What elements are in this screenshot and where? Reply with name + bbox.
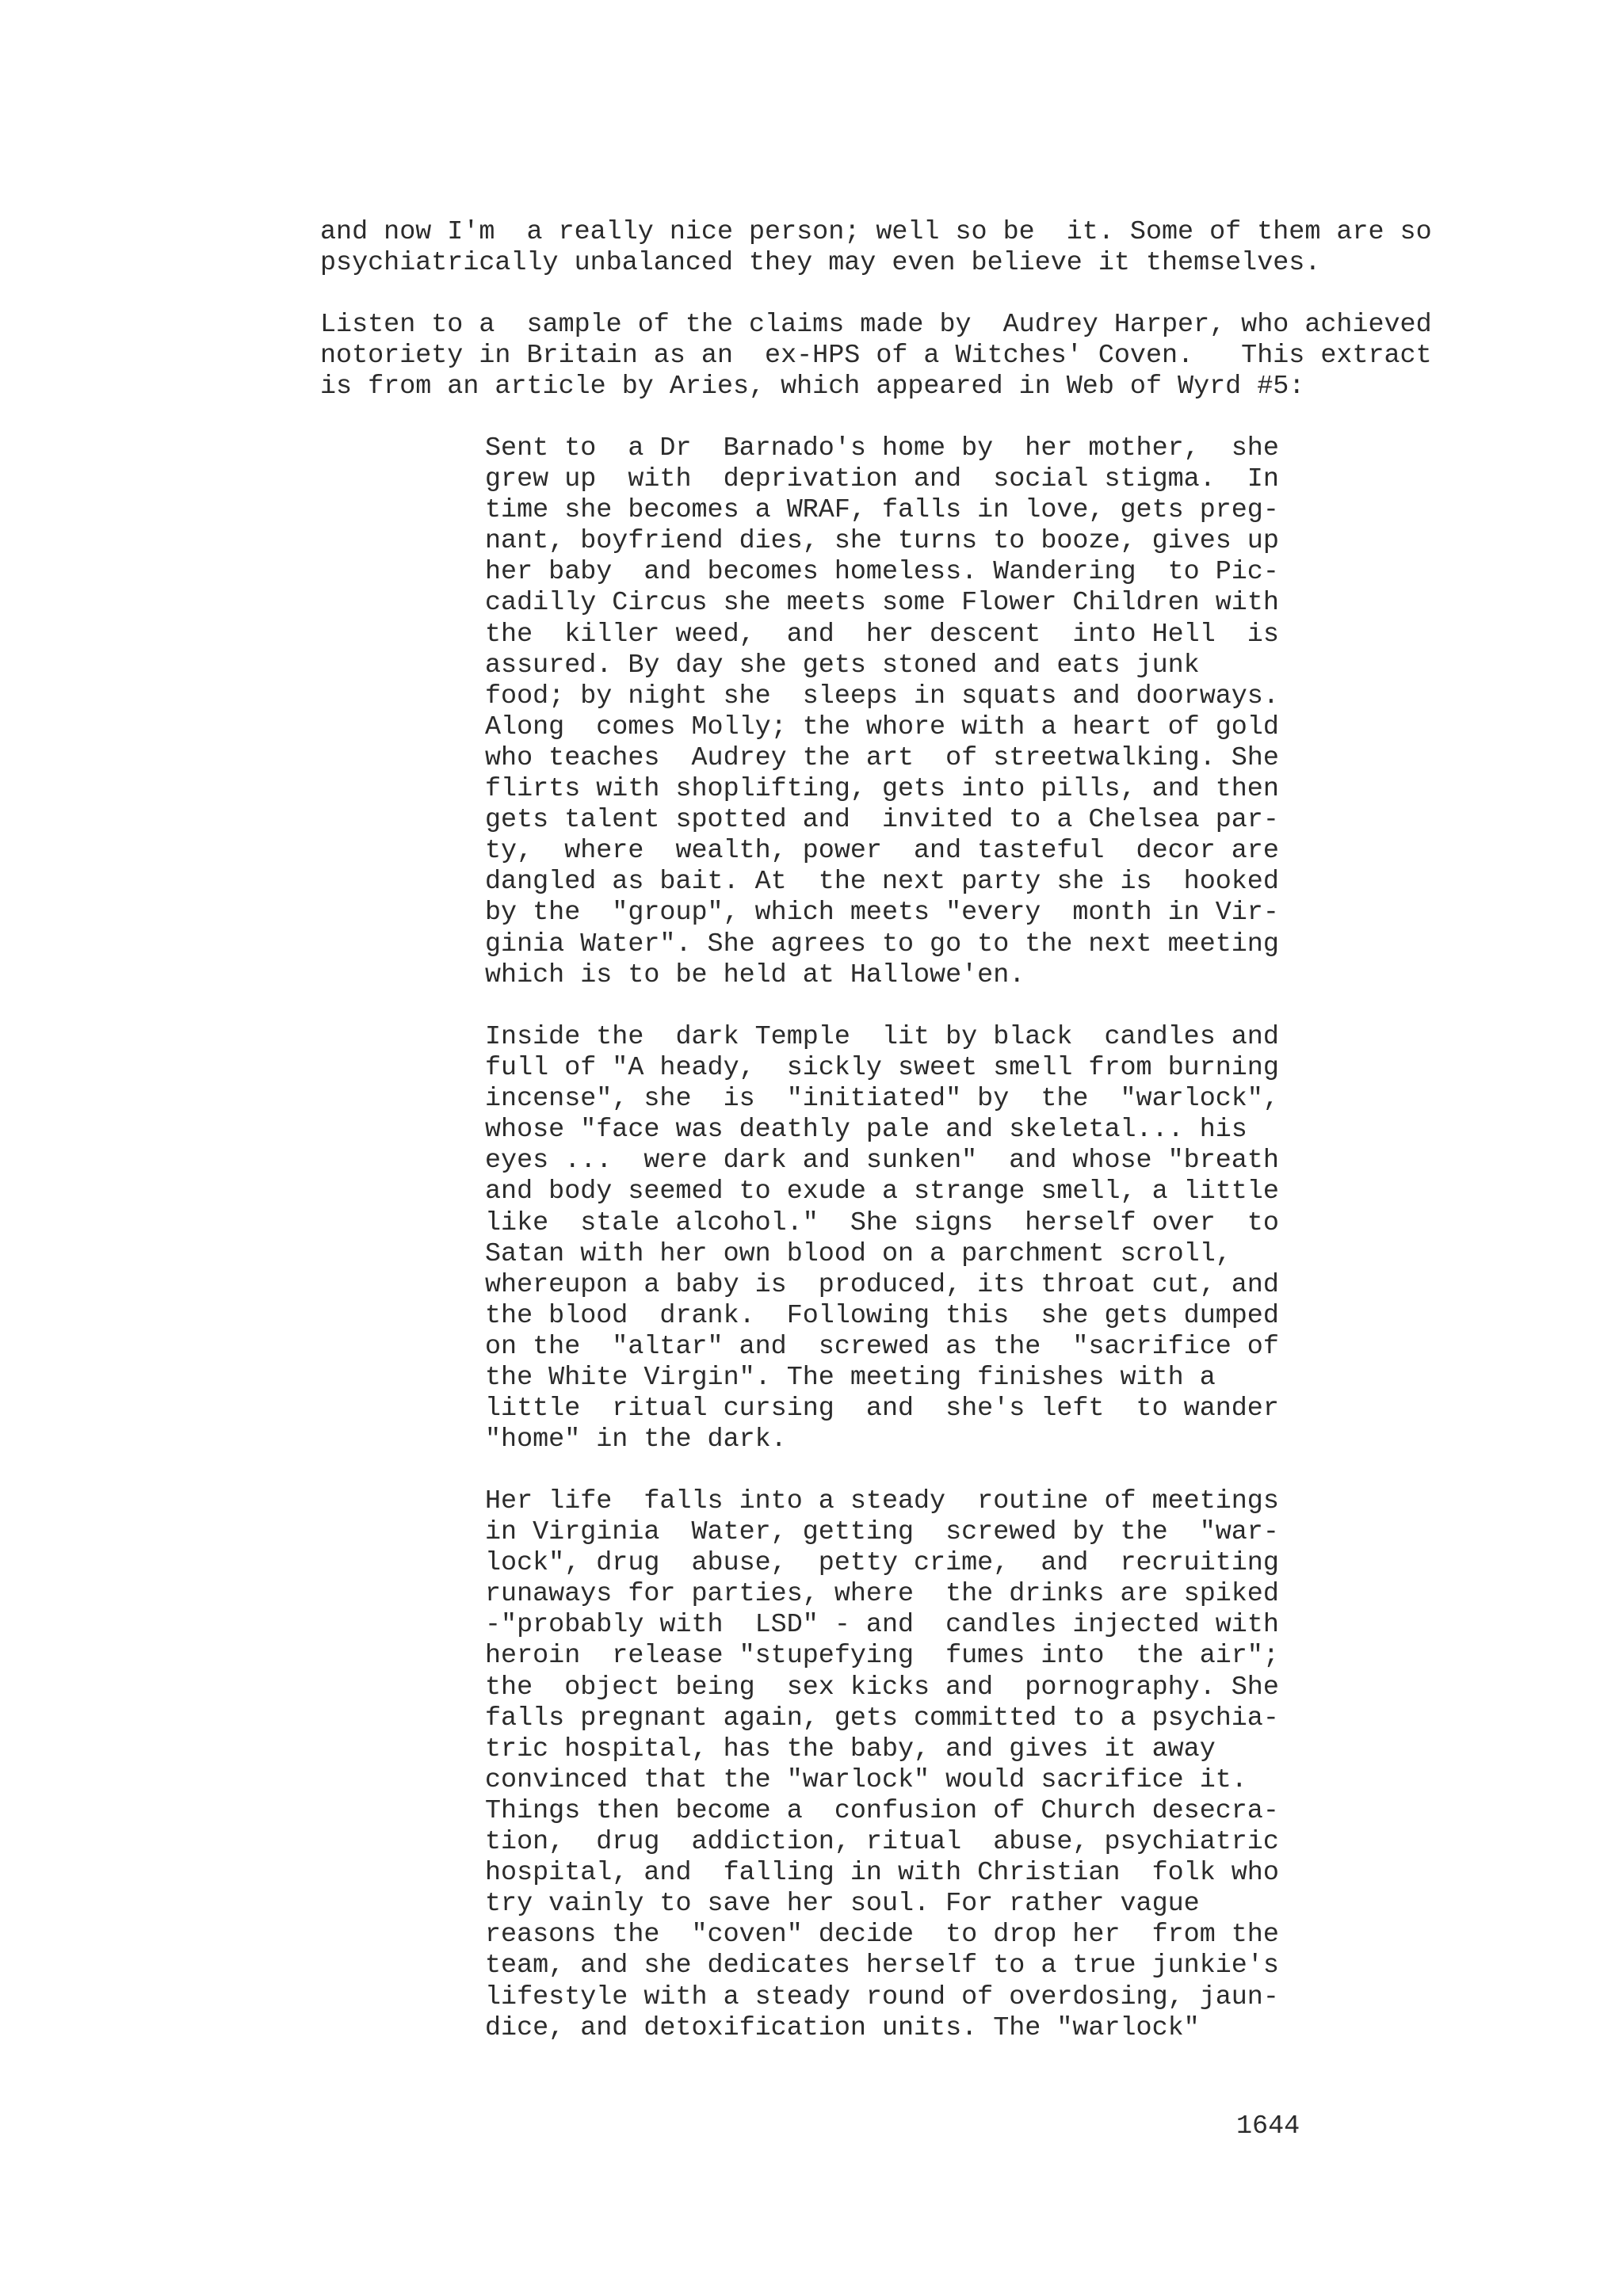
text-line: falls pregnant again, gets committed to a psychia- [485, 1703, 1279, 1733]
block-quote-paragraph [485, 1486, 1279, 2044]
text-line: little ritual cursing and she's left to wander [485, 1394, 1279, 1425]
text-line: who teaches Audrey the art of streetwalking. She [485, 742, 1279, 773]
text-line: the blood drank. Following this she gets dumped [485, 1300, 1279, 1331]
text-line: and now I'm a really nice person; well so be it. Some of them are so [320, 217, 1432, 247]
text-line: Things then become a confusion of Church desecra- [485, 1795, 1279, 1826]
text-line: try vainly to save her soul. For rather vague [485, 1889, 1200, 1920]
text-line: full of "A heady, sickly sweet smell from burning [485, 1053, 1279, 1084]
text-line: the object being sex kicks and pornography. She [485, 1672, 1279, 1703]
text-line: flirts with shoplifting, gets into pills, and then [485, 774, 1279, 805]
text-line: whose "face was deathly pale and skeletal... his [485, 1115, 1247, 1146]
text-line: psychiatrically unbalanced they may even believe it themselves. [320, 248, 1321, 279]
text-line: Sent to a Dr Barnado's home by her mother, she [485, 433, 1279, 463]
text-line: nant, boyfriend dies, she turns to booze, gives up [485, 526, 1279, 557]
text-line: Listen to a sample of the claims made by Audrey Harper, who achieved [320, 310, 1432, 340]
text-line: dice, and detoxification units. The "warlock" [485, 2012, 1200, 2043]
text-line: tric hospital, has the baby, and gives it away [485, 1733, 1216, 1764]
text-line: food; by night she sleeps in squats and doorways. [485, 681, 1279, 711]
text-line: Along comes Molly; the whore with a heart of gold [485, 711, 1279, 742]
text-line: dangled as bait. At the next party she is hooked [485, 867, 1279, 898]
text-line: lock", drug abuse, petty crime, and recruiting [485, 1548, 1279, 1579]
text-line: incense", she is "initiated" by the "warlock", [485, 1084, 1279, 1115]
text-line: "home" in the dark. [485, 1425, 787, 1455]
text-line: grew up with deprivation and social stigma. In [485, 464, 1279, 495]
text-line: team, and she dedicates herself to a true junkie's [485, 1951, 1279, 1981]
text-line: the killer weed, and her descent into Hell is [485, 619, 1279, 650]
text-line: convinced that the "warlock" would sacrifice it. [485, 1764, 1247, 1795]
text-line: which is to be held at Hallowe'en. [485, 959, 1025, 990]
text-line: on the "altar" and screwed as the "sacrifice of [485, 1331, 1279, 1362]
block-quote-paragraph [485, 1022, 1279, 1455]
text-line: is from an article by Aries, which appeared in Web of Wyrd #5: [320, 372, 1305, 402]
intro-paragraph [320, 217, 1432, 279]
text-line: the White Virgin". The meeting finishes with a [485, 1363, 1216, 1394]
text-line: by the "group", which meets "every month in Vir- [485, 898, 1279, 929]
page-number: 1644 [1236, 2111, 1300, 2142]
text-line: tion, drug addiction, ritual abuse, psychiatric [485, 1827, 1279, 1858]
text-line: gets talent spotted and invited to a Chelsea par- [485, 805, 1279, 836]
text-line: and body seemed to exude a strange smell, a little [485, 1177, 1279, 1207]
text-line: lifestyle with a steady round of overdosing, jaun- [485, 1981, 1279, 2012]
text-line: Inside the dark Temple lit by black candles and [485, 1022, 1279, 1052]
text-line: -"probably with LSD" - and candles injected with [485, 1610, 1279, 1641]
text-line: cadilly Circus she meets some Flower Children with [485, 588, 1279, 619]
text-line: Her life falls into a steady routine of meetings [485, 1486, 1279, 1516]
text-line: ginia Water". She agrees to go to the next meeting [485, 929, 1279, 959]
text-line: eyes ... were dark and sunken" and whose "breath [485, 1146, 1279, 1177]
text-line: ty, where wealth, power and tasteful decor are [485, 836, 1279, 867]
text-line: runaways for parties, where the drinks are spiked [485, 1579, 1279, 1610]
text-line: like stale alcohol." She signs herself over to [485, 1207, 1279, 1238]
text-line: her baby and becomes homeless. Wandering to Pic- [485, 557, 1279, 588]
text-line: time she becomes a WRAF, falls in love, gets preg- [485, 495, 1279, 526]
text-line: assured. By day she gets stoned and eats junk [485, 650, 1200, 681]
text-line: reasons the "coven" decide to drop her from the [485, 1920, 1279, 1951]
intro-paragraph [320, 310, 1432, 402]
text-line: Satan with her own blood on a parchment scroll, [485, 1238, 1232, 1269]
block-quote-paragraph [485, 433, 1279, 991]
text-line: whereupon a baby is produced, its throat cut, and [485, 1269, 1279, 1300]
text-line: heroin release "stupefying fumes into the air"; [485, 1641, 1279, 1672]
text-line: in Virginia Water, getting screwed by the "war- [485, 1517, 1279, 1548]
text-line: hospital, and falling in with Christian folk who [485, 1858, 1279, 1889]
text-line: notoriety in Britain as an ex-HPS of a Witches' Coven. This extract [320, 341, 1432, 372]
